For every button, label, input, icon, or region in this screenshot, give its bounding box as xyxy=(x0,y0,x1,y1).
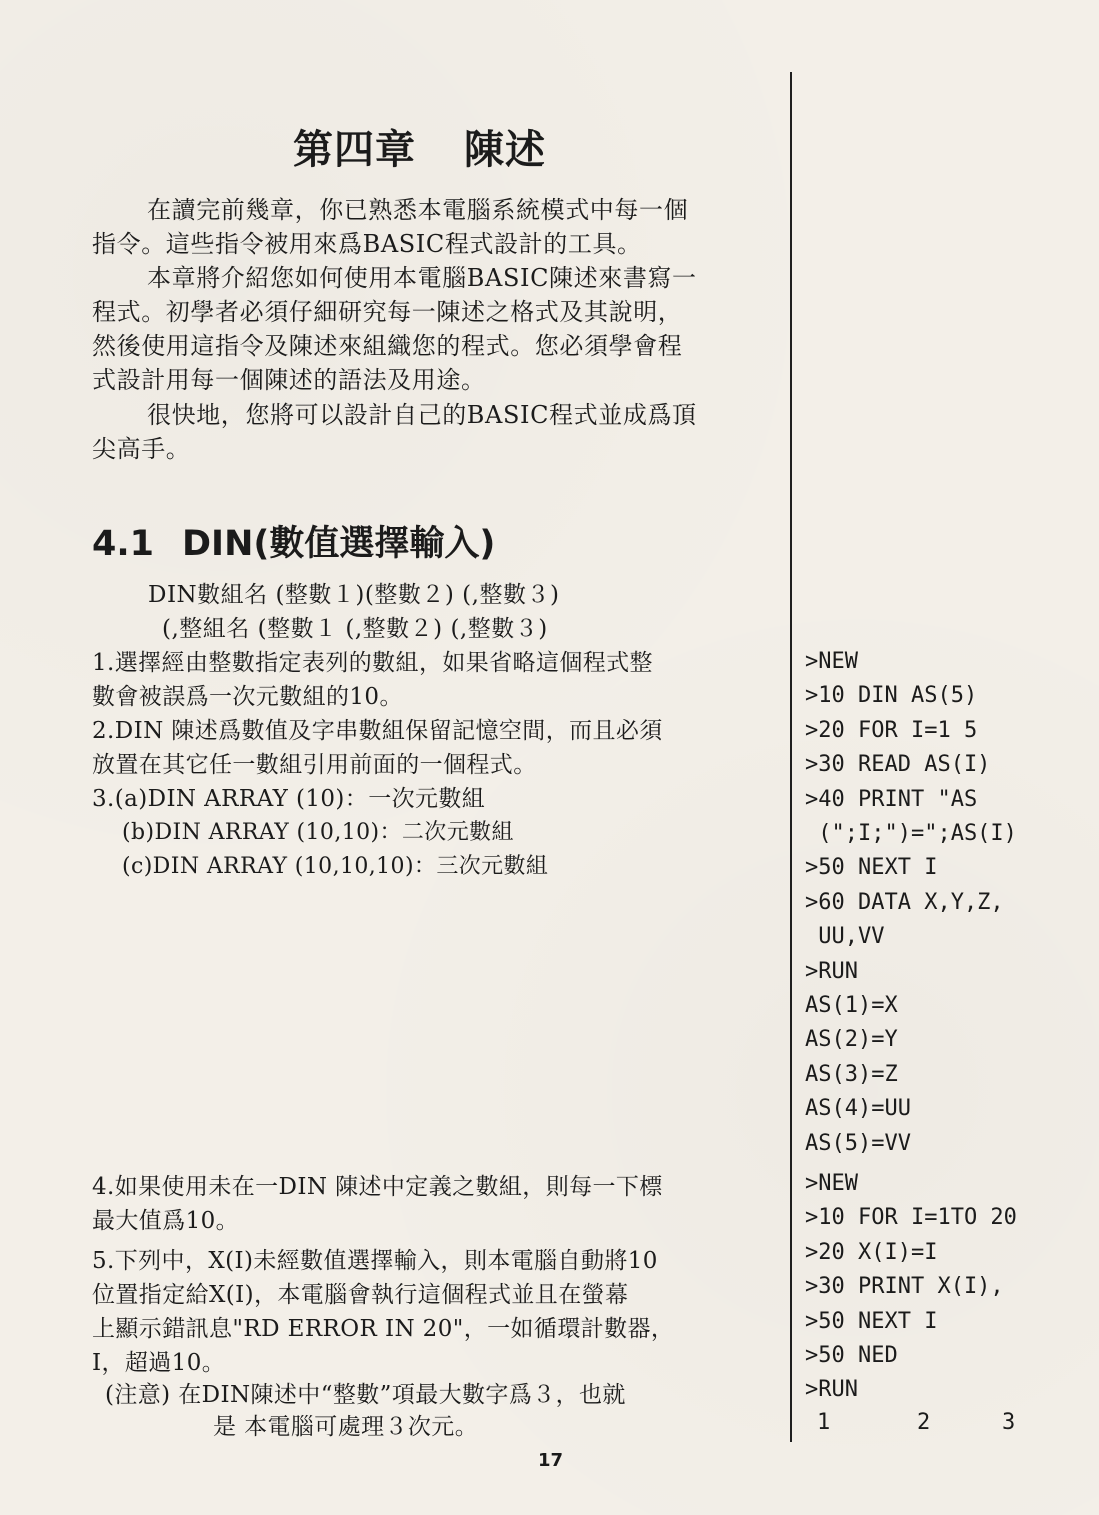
code-example-2: >NEW >10 FOR I=1TO 20 >20 X(I)=I >30 PRINT X(I), >50 NEXT I >50 NED >RUN xyxy=(805,1171,1017,1403)
run-output-2: 2 xyxy=(917,1410,931,1435)
intro-paragraph-1: 在讀完前幾章，你已熟悉本電腦系統模式中每一個 指令。這些指令被用來爲BASIC程式設計的工具。 xyxy=(92,196,689,258)
explanation-item-3: 3.(a)DIN ARRAY (10)：一次元數組 xyxy=(92,786,486,812)
run-output-3: 3 xyxy=(1002,1410,1016,1435)
syntax-line-2: (,整組名 (整數１ (,整數２) (,整數３) xyxy=(162,616,548,642)
explanation-item-2: 2.DIN 陳述爲數值及字串數組保留記憶空間，而且必須 放置在其它任一數組引用前面的一個程式。 xyxy=(92,718,663,778)
chapter-title xyxy=(293,118,546,175)
section-title-text: DIN(數值選擇輸入) xyxy=(182,524,496,564)
section-heading xyxy=(92,516,495,566)
explanation-item-4: 4.如果使用未在一DIN 陳述中定義之數組，則每一下標 最大值爲10。 xyxy=(92,1174,663,1234)
explanation-item-5: 5.下列中，X(I)未經數值選擇輸入，則本電腦自動將10 位置指定給X(I)，本電腦會執行這個程式並且在螢幕 上顯示錯訊息"RD ERROR IN 20"，一如循環計數器， I，超過10。 xyxy=(92,1248,675,1376)
page-number: 17 xyxy=(538,1450,564,1471)
intro-paragraph-3: 很快地，您將可以設計自己的BASIC程式並成爲頂 尖高手。 xyxy=(92,401,697,463)
syntax-line-1: DIN數組名 (整數１)(整數２) (,整數３) xyxy=(148,582,560,608)
chapter-title-right: 陳述 xyxy=(464,127,546,173)
note-line-1: (注意) 在DIN陳述中“整數”項最大數字爲３，也就 xyxy=(105,1382,626,1408)
code-example-1: >NEW >10 DIN AS(5) >20 FOR I=1 5 >30 READ AS(I) >40 PRINT "AS (";I;")=";AS(I) >50 NEXT I >60 DATA X,Y,Z, UU,VV >RUN AS(1)=X AS(2)=Y AS(3)=Z AS(4)=UU AS(5)=VV xyxy=(805,649,1017,1156)
explanation-item-1: 1.選擇經由整數指定表列的數組，如果省略這個程式整 數會被誤爲一次元數組的10。 xyxy=(92,650,653,710)
chapter-title-left: 第四章 xyxy=(293,127,416,173)
column-divider xyxy=(790,72,792,1442)
run-output-1: 1 xyxy=(817,1410,831,1435)
explanation-item-3b: (b)DIN ARRAY (10,10)：二次元數組 xyxy=(122,820,514,845)
intro-paragraph-2: 本章將介紹您如何使用本電腦BASIC陳述來書寫一 程式。初學者必須仔細研究每一陳述之格式及其說明， 然後使用這指令及陳述來組織您的程式。您必須學會程 式設計用每一個陳述的語法及用途。 xyxy=(92,264,697,394)
run-output-row xyxy=(817,1410,1077,1440)
section-number: 4.1 xyxy=(92,524,155,564)
note-line-2: 是 本電腦可處理３次元。 xyxy=(213,1414,479,1440)
explanation-item-3c: (c)DIN ARRAY (10,10,10)：三次元數組 xyxy=(122,854,549,879)
